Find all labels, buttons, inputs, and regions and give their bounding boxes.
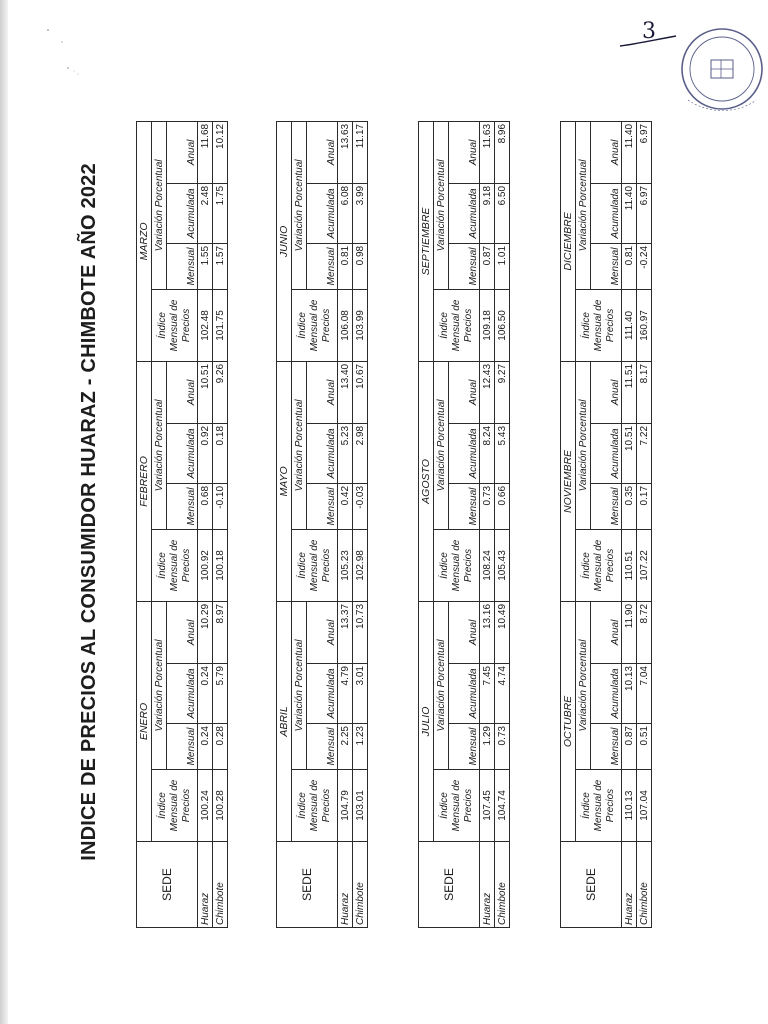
value-cell: 0.92	[198, 423, 213, 483]
index-header-line-1: Índice	[438, 552, 450, 579]
value-cell: 7.04	[637, 664, 652, 724]
month-header: JUNIO	[277, 121, 292, 361]
value-cell: 1.55	[198, 243, 213, 289]
value-cell: 9.27	[495, 361, 510, 423]
value-cell: 9.18	[480, 183, 495, 243]
index-header-line-1: Índice	[156, 312, 168, 339]
month-header: FEBRERO	[137, 361, 152, 601]
annual-header: Anual	[167, 121, 198, 183]
value-cell: 0.35	[622, 483, 637, 529]
index-header-line-2: Mensual de	[168, 299, 180, 352]
annual-header: Anual	[449, 601, 480, 663]
month-header: ENERO	[137, 601, 152, 841]
value-cell: 0.51	[637, 724, 652, 770]
value-cell: 10.67	[353, 361, 368, 423]
index-header-line-3: Precios	[320, 548, 332, 583]
value-cell: 13.16	[480, 601, 495, 663]
value-cell: 1.57	[213, 243, 228, 289]
annual-header: Anual	[591, 121, 622, 183]
index-header-line-1: Índice	[156, 552, 168, 579]
value-cell: -0.03	[353, 483, 368, 529]
month-header: MARZO	[137, 121, 152, 361]
index-header-line-1: Índice	[580, 312, 592, 339]
index-header-line-2: Mensual de	[168, 779, 180, 832]
value-cell: 13.37	[338, 601, 353, 663]
value-cell: 0.42	[338, 483, 353, 529]
sede-header: SEDE	[277, 842, 338, 928]
index-header-line-2: Mensual de	[592, 299, 604, 352]
cumulative-header: Acumulada	[167, 423, 198, 483]
cumulative-header: Acumulada	[591, 183, 622, 243]
value-cell: 8.72	[637, 601, 652, 663]
cumulative-header: Acumulada	[449, 423, 480, 483]
cumulative-header: Acumulada	[449, 183, 480, 243]
value-cell: 104.74	[495, 770, 510, 842]
cumulative-header: Acumulada	[591, 664, 622, 724]
value-cell: 106.50	[495, 289, 510, 361]
index-header-line-3: Precios	[604, 548, 616, 583]
variation-header: Variación Porcentual	[576, 601, 591, 769]
sede-name: Chimbote	[495, 842, 510, 928]
monthly-header: Mensual	[307, 243, 338, 289]
index-header	[152, 289, 198, 361]
index-header	[434, 289, 480, 361]
ipc-table	[418, 121, 510, 928]
value-cell: 10.13	[622, 664, 637, 724]
value-cell: 6.97	[637, 121, 652, 183]
value-cell: 11.68	[198, 121, 213, 183]
annual-header: Anual	[167, 361, 198, 423]
variation-header: Variación Porcentual	[292, 601, 307, 769]
monthly-header: Mensual	[449, 483, 480, 529]
value-cell: 105.43	[495, 529, 510, 601]
sede-name: Huaraz	[480, 842, 495, 928]
value-cell: 10.73	[353, 601, 368, 663]
index-header-line-3: Precios	[462, 308, 474, 343]
value-cell: 109.18	[480, 289, 495, 361]
sede-header: SEDE	[419, 842, 480, 928]
table-row	[622, 121, 637, 927]
value-cell: 2.48	[198, 183, 213, 243]
index-header-line-3: Precios	[604, 308, 616, 343]
value-cell: 111.40	[622, 289, 637, 361]
table-row	[480, 121, 495, 927]
value-cell: 10.49	[495, 601, 510, 663]
variation-header: Variación Porcentual	[576, 361, 591, 529]
value-cell: 5.79	[213, 664, 228, 724]
value-cell: 11.40	[622, 183, 637, 243]
value-cell: 1.75	[213, 183, 228, 243]
quarter-table-4	[560, 122, 652, 928]
value-cell: 110.13	[622, 770, 637, 842]
value-cell: 0.24	[198, 724, 213, 770]
value-cell: 0.73	[495, 724, 510, 770]
value-cell: 102.98	[353, 529, 368, 601]
value-cell: 0.24	[198, 664, 213, 724]
value-cell: 0.81	[622, 243, 637, 289]
document-title: INDICE DE PRECIOS AL CONSUMIDOR HUARAZ - CHIMBOTE AÑO 2022	[78, 163, 100, 861]
month-header: ABRIL	[277, 601, 292, 841]
value-cell: 108.24	[480, 529, 495, 601]
index-header	[434, 529, 480, 601]
cumulative-header: Acumulada	[167, 664, 198, 724]
value-cell: 102.48	[198, 289, 213, 361]
cumulative-header: Acumulada	[307, 423, 338, 483]
value-cell: 9.26	[213, 361, 228, 423]
index-header	[576, 770, 622, 842]
value-cell: 8.24	[480, 423, 495, 483]
index-header-line-3: Precios	[462, 548, 474, 583]
value-cell: 107.22	[637, 529, 652, 601]
value-cell: 0.68	[198, 483, 213, 529]
value-cell: 13.63	[338, 121, 353, 183]
value-cell: 8.17	[637, 361, 652, 423]
index-header-line-3: Precios	[320, 308, 332, 343]
monthly-header: Mensual	[167, 483, 198, 529]
ipc-table	[560, 121, 652, 928]
index-header-line-1: Índice	[580, 552, 592, 579]
value-cell: 1.01	[495, 243, 510, 289]
value-cell: 2.98	[353, 423, 368, 483]
ipc-table	[276, 121, 368, 928]
value-cell: 101.75	[213, 289, 228, 361]
quarter-table-2	[276, 122, 368, 928]
annual-header: Anual	[167, 601, 198, 663]
table-row	[213, 121, 228, 927]
index-header-line-2: Mensual de	[308, 299, 320, 352]
monthly-header: Mensual	[449, 243, 480, 289]
value-cell: 100.92	[198, 529, 213, 601]
value-cell: 0.28	[213, 724, 228, 770]
index-header-line-1: Índice	[296, 552, 308, 579]
index-header-line-2: Mensual de	[308, 539, 320, 592]
index-header-line-2: Mensual de	[168, 539, 180, 592]
value-cell: 103.01	[353, 770, 368, 842]
variation-header: Variación Porcentual	[434, 601, 449, 769]
index-header-line-1: Índice	[156, 792, 168, 819]
index-header-line-2: Mensual de	[592, 539, 604, 592]
value-cell: 6.97	[637, 183, 652, 243]
month-header: MAYO	[277, 361, 292, 601]
index-header-line-2: Mensual de	[450, 299, 462, 352]
table-row	[338, 121, 353, 927]
cumulative-header: Acumulada	[591, 423, 622, 483]
monthly-header: Mensual	[167, 243, 198, 289]
month-header: SEPTIEMBRE	[419, 121, 434, 361]
variation-header: Variación Porcentual	[434, 361, 449, 529]
sede-header: SEDE	[561, 842, 622, 928]
value-cell: 5.23	[338, 423, 353, 483]
value-cell: 0.17	[637, 483, 652, 529]
value-cell: 0.87	[480, 243, 495, 289]
quarter-table-1	[136, 122, 228, 928]
quarter-table-3	[418, 122, 510, 928]
index-header-line-3: Precios	[180, 308, 192, 343]
month-header: NOVIEMBRE	[561, 361, 576, 601]
index-header-line-1: Índice	[580, 792, 592, 819]
index-header-line-1: Índice	[438, 792, 450, 819]
annual-header: Anual	[307, 601, 338, 663]
value-cell: 100.24	[198, 770, 213, 842]
variation-header: Variación Porcentual	[292, 361, 307, 529]
value-cell: 8.96	[495, 121, 510, 183]
value-cell: 6.08	[338, 183, 353, 243]
index-header-line-1: Índice	[296, 792, 308, 819]
monthly-header: Mensual	[307, 483, 338, 529]
value-cell: 4.74	[495, 664, 510, 724]
value-cell: 107.45	[480, 770, 495, 842]
variation-header: Variación Porcentual	[152, 601, 167, 769]
value-cell: 7.45	[480, 664, 495, 724]
value-cell: 11.63	[480, 121, 495, 183]
value-cell: 11.17	[353, 121, 368, 183]
value-cell: 100.28	[213, 770, 228, 842]
value-cell: 10.29	[198, 601, 213, 663]
sede-name: Chimbote	[213, 842, 228, 928]
table-row	[637, 121, 652, 927]
value-cell: 11.51	[622, 361, 637, 423]
sede-name: Huaraz	[198, 842, 213, 928]
sede-name: Chimbote	[637, 842, 652, 928]
variation-header: Variación Porcentual	[576, 121, 591, 289]
index-header	[292, 289, 338, 361]
value-cell: 0.98	[353, 243, 368, 289]
cumulative-header: Acumulada	[307, 183, 338, 243]
index-header	[434, 770, 480, 842]
value-cell: 0.73	[480, 483, 495, 529]
annual-header: Anual	[591, 601, 622, 663]
annual-header: Anual	[449, 361, 480, 423]
value-cell: 104.79	[338, 770, 353, 842]
table-row	[495, 121, 510, 927]
index-header-line-3: Precios	[604, 788, 616, 823]
value-cell: -0.24	[637, 243, 652, 289]
value-cell: 0.87	[622, 724, 637, 770]
annual-header: Anual	[307, 361, 338, 423]
value-cell: 0.81	[338, 243, 353, 289]
value-cell: 105.23	[338, 529, 353, 601]
value-cell: 11.40	[622, 121, 637, 183]
variation-header: Variación Porcentual	[292, 121, 307, 289]
value-cell: 10.51	[198, 361, 213, 423]
value-cell: 1.23	[353, 724, 368, 770]
index-header-line-3: Precios	[180, 548, 192, 583]
value-cell: 10.12	[213, 121, 228, 183]
index-header	[292, 529, 338, 601]
month-header: DICIEMBRE	[561, 121, 576, 361]
value-cell: 13.40	[338, 361, 353, 423]
annual-header: Anual	[307, 121, 338, 183]
variation-header: Variación Porcentual	[152, 361, 167, 529]
sede-header: SEDE	[137, 842, 198, 928]
index-header-line-2: Mensual de	[592, 779, 604, 832]
value-cell: 0.66	[495, 483, 510, 529]
cumulative-header: Acumulada	[307, 664, 338, 724]
index-header-line-2: Mensual de	[450, 539, 462, 592]
monthly-header: Mensual	[591, 724, 622, 770]
value-cell: 6.50	[495, 183, 510, 243]
index-header-line-3: Precios	[180, 788, 192, 823]
value-cell: -0.10	[213, 483, 228, 529]
value-cell: 5.43	[495, 423, 510, 483]
value-cell: 103.99	[353, 289, 368, 361]
monthly-header: Mensual	[167, 724, 198, 770]
value-cell: 1.29	[480, 724, 495, 770]
index-header-line-1: Índice	[296, 312, 308, 339]
monthly-header: Mensual	[307, 724, 338, 770]
page-number-annotation: 3	[642, 19, 656, 44]
index-header	[152, 529, 198, 601]
monthly-header: Mensual	[591, 243, 622, 289]
value-cell: 3.99	[353, 183, 368, 243]
variation-header: Variación Porcentual	[434, 121, 449, 289]
value-cell: 12.43	[480, 361, 495, 423]
monthly-header: Mensual	[591, 483, 622, 529]
index-header	[152, 770, 198, 842]
sede-name: Huaraz	[622, 842, 637, 928]
value-cell: 100.18	[213, 529, 228, 601]
month-header: JULIO	[419, 601, 434, 841]
index-header-line-2: Mensual de	[450, 779, 462, 832]
cumulative-header: Acumulada	[449, 664, 480, 724]
sede-name: Chimbote	[353, 842, 368, 928]
sede-name: Huaraz	[338, 842, 353, 928]
annual-header: Anual	[449, 121, 480, 183]
index-header-line-3: Precios	[462, 788, 474, 823]
value-cell: 3.01	[353, 664, 368, 724]
index-header-line-1: Índice	[438, 312, 450, 339]
monthly-header: Mensual	[449, 724, 480, 770]
month-header: AGOSTO	[419, 361, 434, 601]
value-cell: 8.97	[213, 601, 228, 663]
value-cell: 106.08	[338, 289, 353, 361]
index-header	[576, 529, 622, 601]
value-cell: 160.97	[637, 289, 652, 361]
index-header-line-3: Precios	[320, 788, 332, 823]
table-row	[353, 121, 368, 927]
cumulative-header: Acumulada	[167, 183, 198, 243]
value-cell: 7.22	[637, 423, 652, 483]
value-cell: 110.51	[622, 529, 637, 601]
table-row	[198, 121, 213, 927]
value-cell: 0.18	[213, 423, 228, 483]
annual-header: Anual	[591, 361, 622, 423]
ipc-table	[136, 121, 228, 928]
index-header-line-2: Mensual de	[308, 779, 320, 832]
value-cell: 4.79	[338, 664, 353, 724]
value-cell: 10.51	[622, 423, 637, 483]
value-cell: 11.90	[622, 601, 637, 663]
value-cell: 2.25	[338, 724, 353, 770]
value-cell: 107.04	[637, 770, 652, 842]
index-header	[292, 770, 338, 842]
index-header	[576, 289, 622, 361]
variation-header: Variación Porcentual	[152, 121, 167, 289]
month-header: OCTUBRE	[561, 601, 576, 841]
